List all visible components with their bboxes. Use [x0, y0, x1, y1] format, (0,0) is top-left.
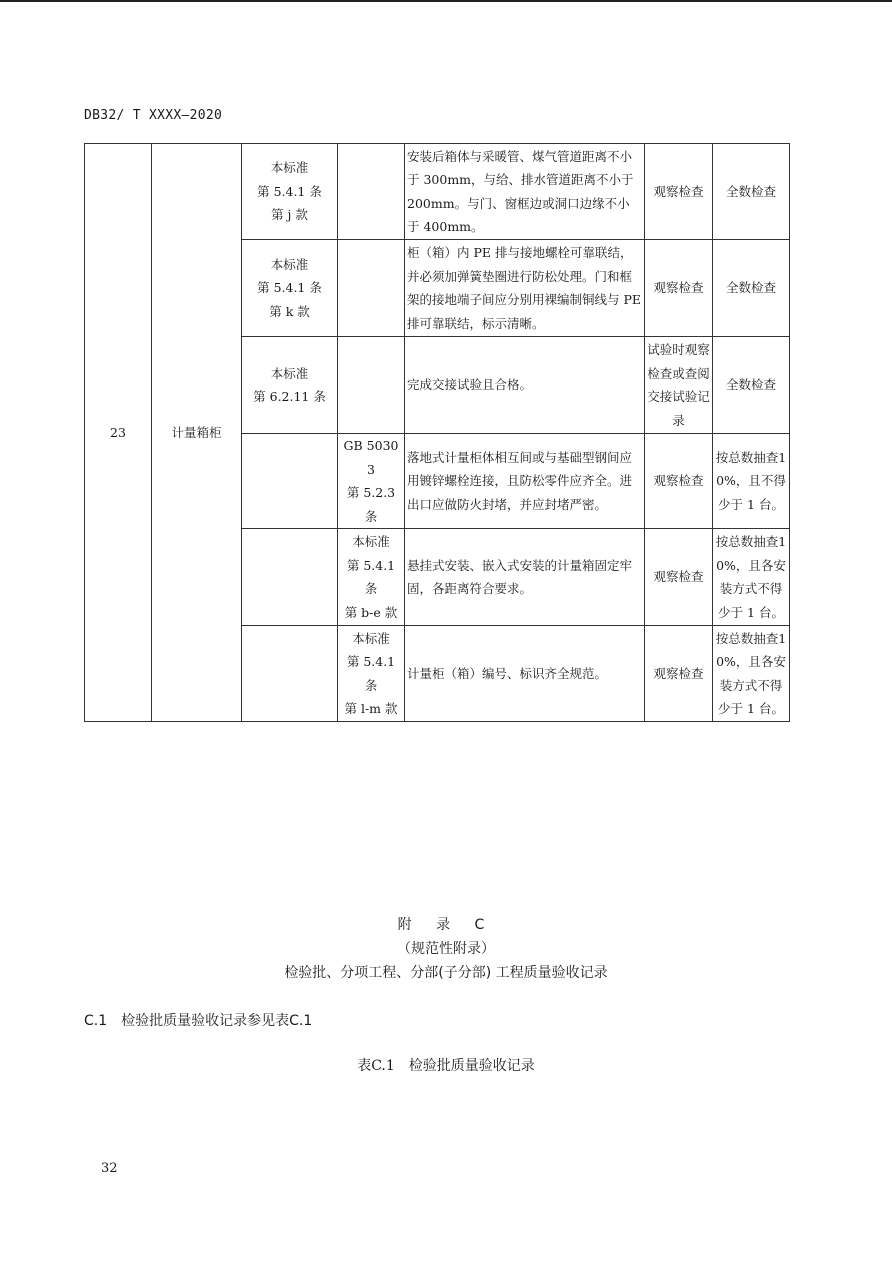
basis-cell	[242, 626, 338, 722]
requirement-cell: 落地式计量柜体相互间或与基础型钢间应用镀锌螺栓连接，且防松零件应齐全。进出口应做防火封堵，并应封堵严密。	[405, 434, 645, 529]
basis-alt-cell	[338, 144, 405, 240]
quantity-cell: 全数检查	[713, 144, 790, 240]
requirement-cell: 完成交接试验且合格。	[405, 337, 645, 434]
basis-cell: 本标准 第 5.4.1 条 第 k 款	[242, 240, 338, 337]
requirement-cell: 悬挂式安装、嵌入式安装的计量箱固定牢固，各距离符合要求。	[405, 529, 645, 626]
quantity-cell: 按总数抽查10%，且各安装方式不得少于 1 台。	[713, 529, 790, 626]
appendix-type: （规范性附录）	[397, 941, 495, 957]
section-heading: C.1 检验批质量验收记录参见表C.1	[84, 1013, 313, 1029]
basis-cell	[242, 529, 338, 626]
quantity-cell: 按总数抽查10%，且各安装方式不得少于 1 台。	[713, 626, 790, 722]
basis-alt-cell: GB 50303 第 5.2.3 条	[338, 434, 405, 529]
requirement-cell: 柜（箱）内 PE 排与接地螺栓可靠联结，并必须加弹簧垫圈进行防松处理。门和框架的接地端子间应分别用裸编制铜线与 PE 排可靠联结，标示清晰。	[405, 240, 645, 337]
document-code: DB32/ T XXXX—2020	[84, 108, 223, 123]
inspection-table	[84, 143, 790, 722]
item-name-cell: 计量箱柜	[152, 144, 242, 722]
basis-alt-cell	[338, 337, 405, 434]
table-row	[85, 144, 790, 240]
appendix-label: 附 录 C	[397, 917, 495, 933]
method-cell: 观察检查	[645, 529, 713, 626]
method-cell: 试验时观察检查或查阅交接试验记录	[645, 337, 713, 434]
item-number-cell: 23	[85, 144, 152, 722]
quantity-cell: 全数检查	[713, 240, 790, 337]
basis-cell	[242, 434, 338, 529]
appendix-title: 检验批、分项工程、分部(子分部) 工程质量验收记录	[284, 965, 608, 981]
quantity-cell: 全数检查	[713, 337, 790, 434]
method-cell: 观察检查	[645, 434, 713, 529]
method-cell: 观察检查	[645, 626, 713, 722]
page-top-border	[0, 0, 892, 2]
basis-alt-cell: 本标准 第 5.4.1 条 第 l-m 款	[338, 626, 405, 722]
basis-alt-cell	[338, 240, 405, 337]
quantity-cell: 按总数抽查10%，且不得少于 1 台。	[713, 434, 790, 529]
requirement-cell: 计量柜（箱）编号、标识齐全规范。	[405, 626, 645, 722]
requirement-cell: 安装后箱体与采暖管、煤气管道距离不小于 300mm，与给、排水管道距离不小于 200mm。与门、窗框边或洞口边缘不小于 400mm。	[405, 144, 645, 240]
basis-alt-cell: 本标准 第 5.4.1 条 第 b-e 款	[338, 529, 405, 626]
basis-cell: 本标准 第 5.4.1 条 第 j 款	[242, 144, 338, 240]
method-cell: 观察检查	[645, 144, 713, 240]
method-cell: 观察检查	[645, 240, 713, 337]
basis-cell: 本标准 第 6.2.11 条	[242, 337, 338, 434]
page-number: 32	[101, 1161, 118, 1176]
table-caption: 表C.1 检验批质量验收记录	[357, 1058, 535, 1074]
